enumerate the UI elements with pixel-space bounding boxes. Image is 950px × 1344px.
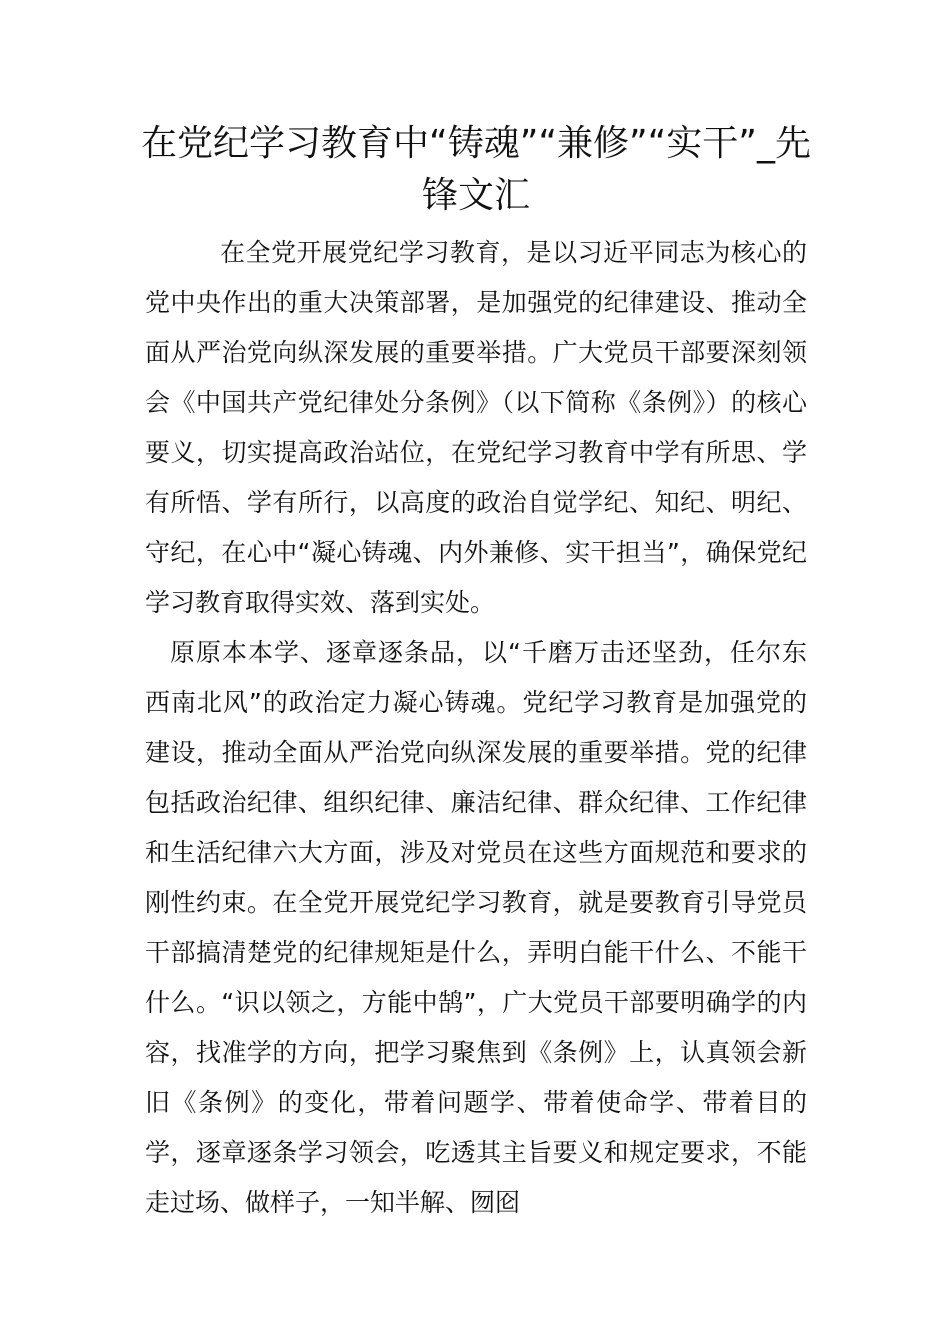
document-title: 在党纪学习教育中“铸魂”“兼修”“实干”_先锋文汇 (141, 123, 811, 216)
document-body (145, 228, 807, 1228)
document-page (141, 118, 811, 1228)
paragraph-study: 原原本本学、逐章逐条品，以“千磨万击还坚劲，任尔东西南北风”的政治定力凝心铸魂。党纪学习教育是加强党的建设，推动全面从严治党向纵深发展的重要举措。党的纪律包括政治纪律、组织纪律、廉洁纪律、群众纪律、工作纪律和生活纪律六大方面，涉及对党员在这些方面规范和要求的刚性约束。在全党开展党纪学习教育，就是要教育引导党员干部搞清楚党的纪律规矩是什么，弄明白能干什么、不能干什么。“识以领之，方能中鹄”，广大党员干部要明确学的内容，找准学的方向，把学习聚焦到《条例》上，认真领会新旧《条例》的变化，带着问题学、带着使命学、带着目的学，逐章逐条学习领会，吃透其主旨要义和规定要求，不能走过场、做样子，一知半解、囫囵 (145, 638, 807, 1217)
paragraph-intro: 在全党开展党纪学习教育，是以习近平同志为核心的党中央作出的重大决策部署，是加强党的纪律建设、推动全面从严治党向纵深发展的重要举措。广大党员干部要深刻领会《中国共产党纪律处分条例》（以下简称《条例》）的核心要义，切实提高政治站位，在党纪学习教育中学有所思、学有所悟、学有所行，以高度的政治自觉学纪、知纪、明纪、守纪，在心中“凝心铸魂、内外兼修、实干担当”，确保党纪学习教育取得实效、落到实处。 (145, 238, 807, 617)
